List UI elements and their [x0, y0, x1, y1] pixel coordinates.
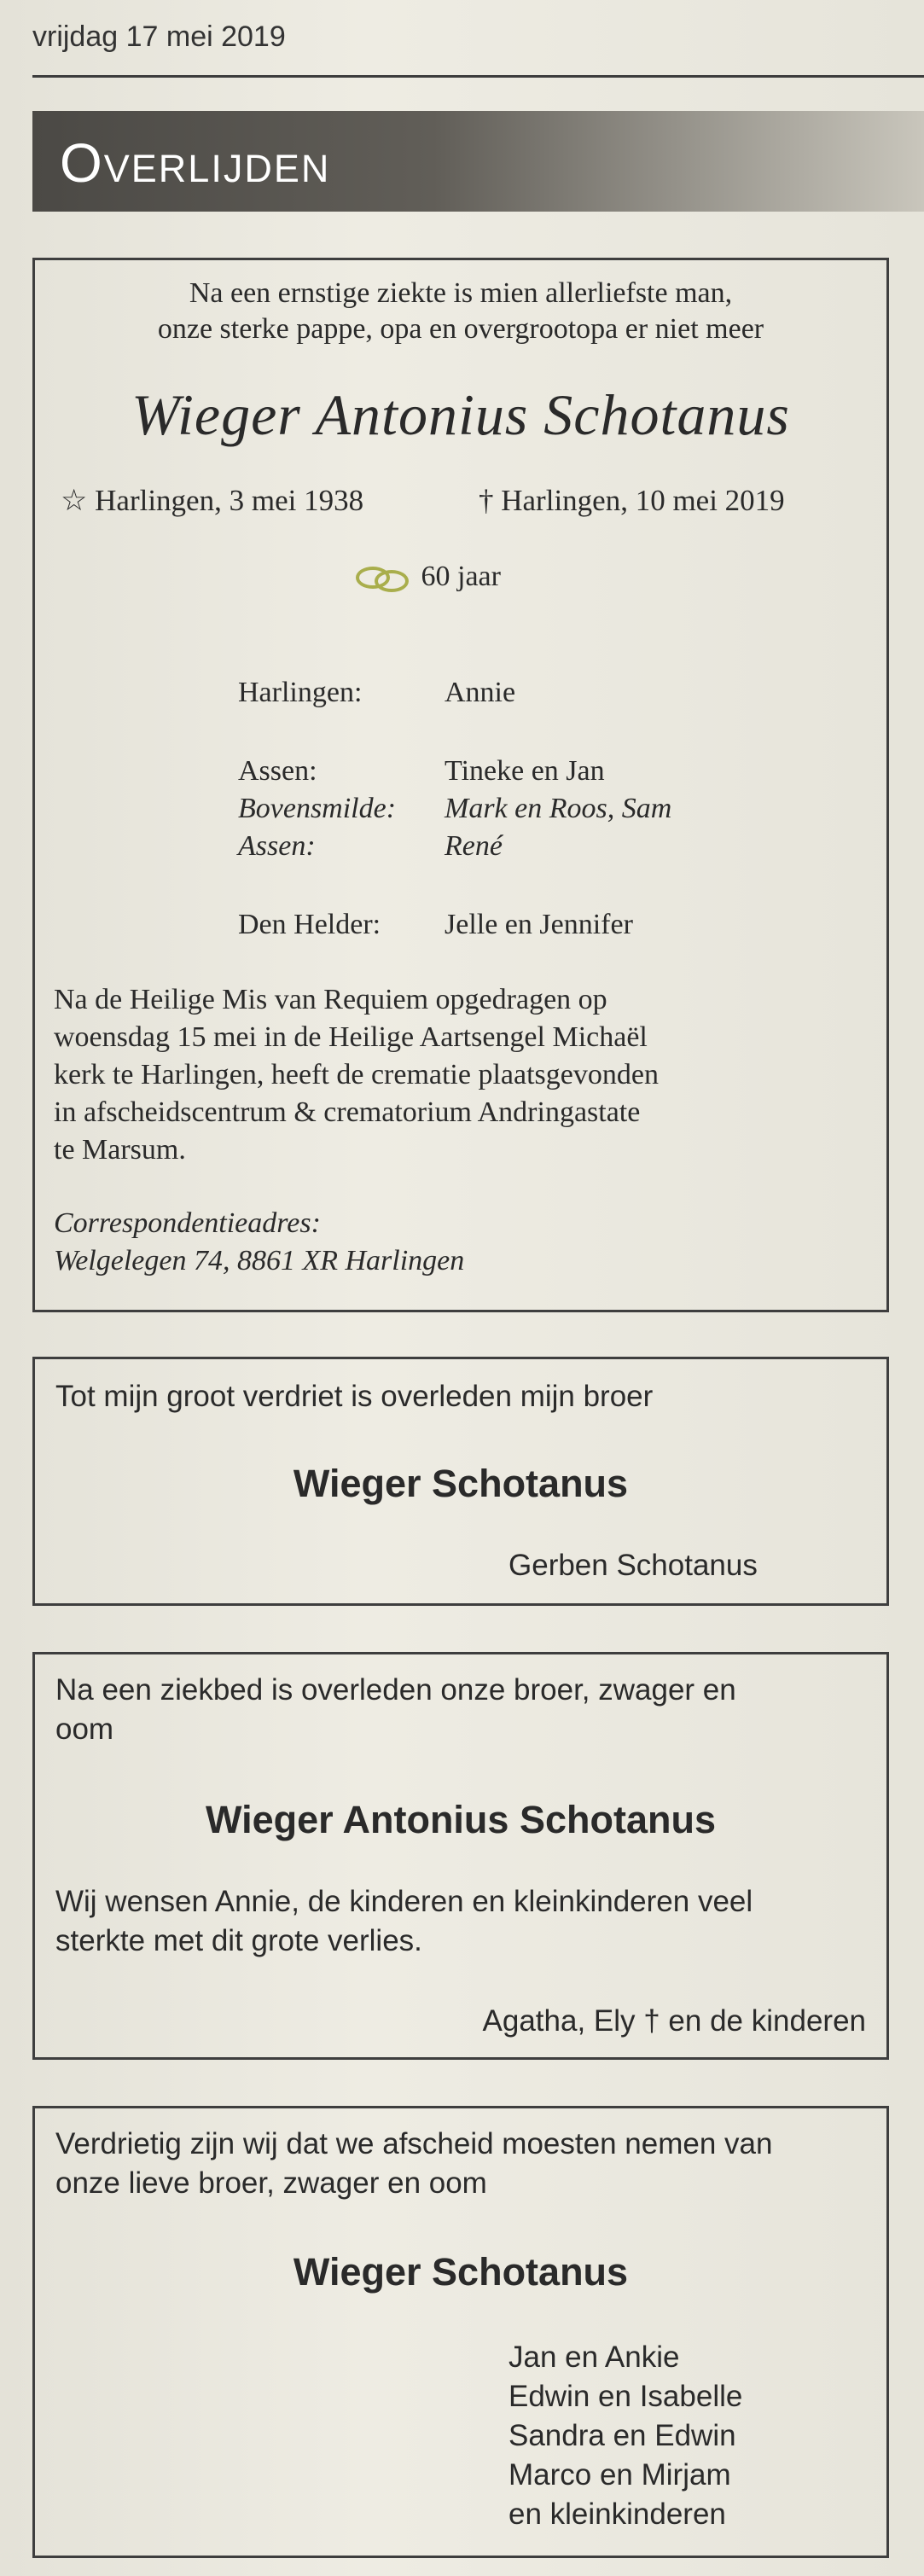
intro-line-2: onze lieve broer, zwager en oom — [55, 2166, 487, 2200]
family-names: Annie — [445, 677, 516, 708]
birth-text: Harlingen, 3 mei 1938 — [95, 484, 364, 517]
body-line: woensdag 15 mei in de Heilige Aartsengel Michaël — [54, 1021, 648, 1053]
family-names: Tineke en Jan — [445, 755, 605, 787]
family-place: Harlingen: — [238, 677, 363, 708]
birth-info — [61, 484, 363, 518]
death-notice-family — [32, 2106, 889, 2558]
death-text: Harlingen, 10 mei 2019 — [501, 484, 785, 517]
family-names: Mark en Roos, Sam — [445, 793, 672, 824]
signature: Agatha, Ely † en de kinderen — [482, 2004, 866, 2038]
wish-line-2: sterkte met dit grote verlies. — [55, 1924, 422, 1957]
header-rule — [32, 75, 924, 78]
star-icon: ☆ — [61, 484, 88, 517]
signature-line: Marco en Mirjam — [508, 2458, 731, 2492]
deceased-name: Wieger Antonius Schotanus — [206, 1798, 716, 1841]
wedding-rings-icon — [356, 563, 414, 594]
intro-line-2: onze sterke pappe, opa en overgrootopa er niet meer — [157, 313, 764, 345]
family-names: Jelle en Jennifer — [445, 909, 633, 940]
body-line: Na de Heilige Mis van Requiem opgedragen op — [54, 984, 607, 1015]
section-title: Overlijden — [60, 132, 331, 194]
family-names: René — [445, 830, 503, 862]
deceased-name: Wieger Schotanus — [293, 2250, 629, 2294]
signature-line: en kleinkinderen — [508, 2497, 726, 2531]
family-place: Den Helder: — [238, 909, 381, 940]
marriage-line — [356, 561, 501, 594]
intro-line-1: Na een ziekbed is overleden onze broer, zwager en — [55, 1673, 736, 1707]
correspondence-address: Welgelegen 74, 8861 XR Harlingen — [54, 1245, 465, 1276]
death-notice-main — [32, 258, 889, 1312]
marriage-years: 60 jaar — [421, 561, 501, 592]
deceased-name: Wieger Antonius Schotanus — [131, 382, 790, 447]
intro-line-1: Na een ernstige ziekte is mien allerliefste man, — [189, 277, 733, 309]
family-place: Assen: — [238, 830, 316, 862]
deceased-name: Wieger Schotanus — [293, 1462, 629, 1505]
intro-line-2: oom — [55, 1712, 114, 1746]
signature: Gerben Schotanus — [508, 1549, 758, 1582]
correspondence-label: Correspondentieadres: — [54, 1207, 321, 1239]
body-line: te Marsum. — [54, 1134, 186, 1166]
wish-line-1: Wij wensen Annie, de kinderen en kleinkinderen veel — [55, 1885, 753, 1918]
intro-line: Tot mijn groot verdriet is overleden mijn broer — [55, 1380, 654, 1413]
family-place: Assen: — [238, 755, 317, 787]
cross-icon: † — [479, 484, 494, 517]
family-place: Bovensmilde: — [238, 793, 397, 824]
signature-line: Sandra en Edwin — [508, 2419, 736, 2452]
body-line: kerk te Harlingen, heeft de crematie plaatsgevonden — [54, 1059, 659, 1090]
death-notice-brother — [32, 1357, 889, 1606]
signature-line: Jan en Ankie — [508, 2340, 680, 2374]
dateline: vrijdag 17 mei 2019 — [32, 20, 286, 53]
body-line: in afscheidscentrum & crematorium Andringastate — [54, 1096, 641, 1128]
death-notice-siblings — [32, 1652, 889, 2060]
intro-line-1: Verdrietig zijn wij dat we afscheid moesten nemen van — [55, 2127, 773, 2160]
death-info — [479, 484, 785, 518]
signature-line: Edwin en Isabelle — [508, 2380, 743, 2413]
